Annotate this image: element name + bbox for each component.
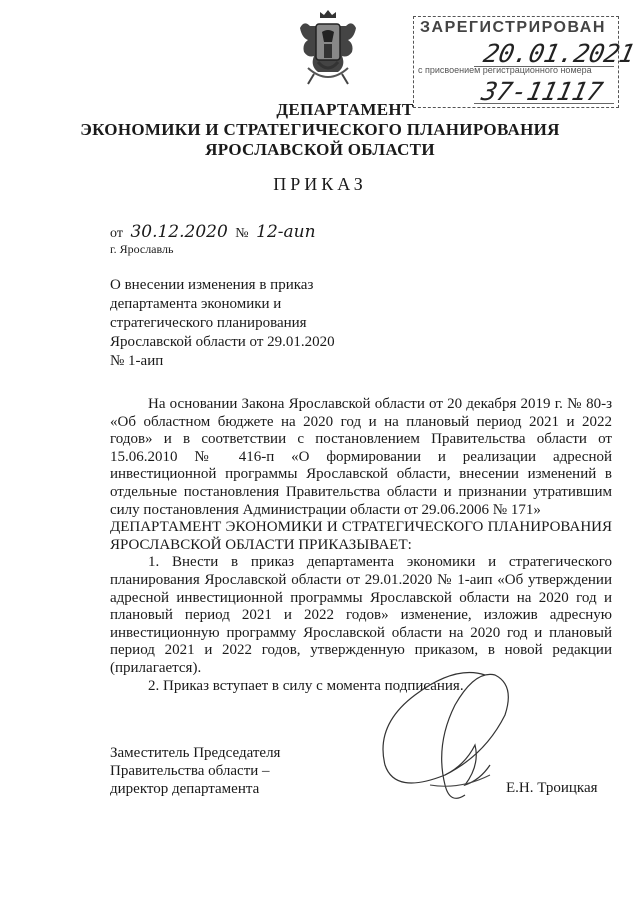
stamp-note: с присвоением регистрационного номера: [418, 65, 592, 75]
preamble-paragraph: На основании Закона Ярославской области от 20 декабря 2019 г. № 80-з «Об областном бюджете на 2020 год и на плановый период 2021 и 2022 годов» и в соответствии с постановлением Правительства области от 15.06.2010 № 416-п «О формировании и реализации адресной инвестиционной программы Ярославской области, внесении изменений в отдельные постановления Правительства области и признании утратившим силу постановления Администрации области от 29.06.2006 № 171»: [110, 396, 612, 518]
stamp-header: ЗАРЕГИСТРИРОВАН: [420, 19, 606, 36]
city-label: г. Ярославль: [110, 242, 174, 256]
department-line-3: ЯРОСЛАВСКОЙ ОБЛАСТИ: [205, 140, 435, 159]
department-line-1: ДЕПАРТАМЕНТ: [276, 100, 414, 119]
number-prefix: №: [235, 226, 249, 241]
signatory-title-line: директор департамента: [110, 781, 260, 797]
document-number: 12-аип: [256, 222, 316, 242]
decree-paragraph: ДЕПАРТАМЕНТ ЭКОНОМИКИ И СТРАТЕГИЧЕСКОГО ПЛАНИРОВАНИЯ ЯРОСЛАВСКОЙ ОБЛАСТИ ПРИКАЗЫВАЕТ:: [110, 519, 612, 553]
signatory-title-line: Правительства области –: [110, 763, 270, 779]
document-type: ПРИКАЗ: [273, 174, 367, 194]
subject-line: О внесении изменения в приказ: [110, 277, 314, 293]
subject-line: стратегического планирования: [110, 315, 307, 331]
document-meta: [110, 222, 320, 242]
subject-line: Ярославской области от 29.01.2020: [110, 334, 335, 350]
department-line-2: ЭКОНОМИКИ И СТРАТЕГИЧЕСКОГО ПЛАНИРОВАНИЯ: [80, 120, 560, 139]
item-2-paragraph: 2. Приказ вступает в силу с момента подписания.: [148, 677, 464, 694]
coat-of-arms-emblem: [296, 8, 360, 88]
subject-block: [110, 276, 350, 371]
document-date: 30.12.2020: [130, 222, 228, 242]
stamp-date: 20.01.2021: [480, 39, 638, 68]
subject-line: департамента экономики и: [110, 296, 282, 312]
registration-stamp: [413, 16, 638, 108]
subject-line: № 1-аип: [110, 353, 164, 369]
date-prefix: от: [110, 226, 123, 241]
document-body: [110, 396, 612, 695]
handwritten-signature: [335, 655, 535, 805]
signatory-name: Е.Н. Троицкая: [506, 780, 598, 796]
stamp-number: 37-11117: [478, 77, 606, 106]
item-1-paragraph: 1. Внести в приказ департамента экономики и стратегического планирования Ярославской области от 29.01.2020 № 1-аип «Об утверждении адресной инвестиционной программы Ярославской области на 2020 год и плановый период 2021 и 2022 годов» изменение, изложив адресную инвестиционную программу Ярославской области на 2020 год и плановый период 2021 и 2022 годов, утвержденную приказом, в новой редакции (прилагается).: [110, 554, 612, 676]
signatory-title: [110, 744, 280, 798]
signatory-title-line: Заместитель Председателя: [110, 745, 281, 761]
